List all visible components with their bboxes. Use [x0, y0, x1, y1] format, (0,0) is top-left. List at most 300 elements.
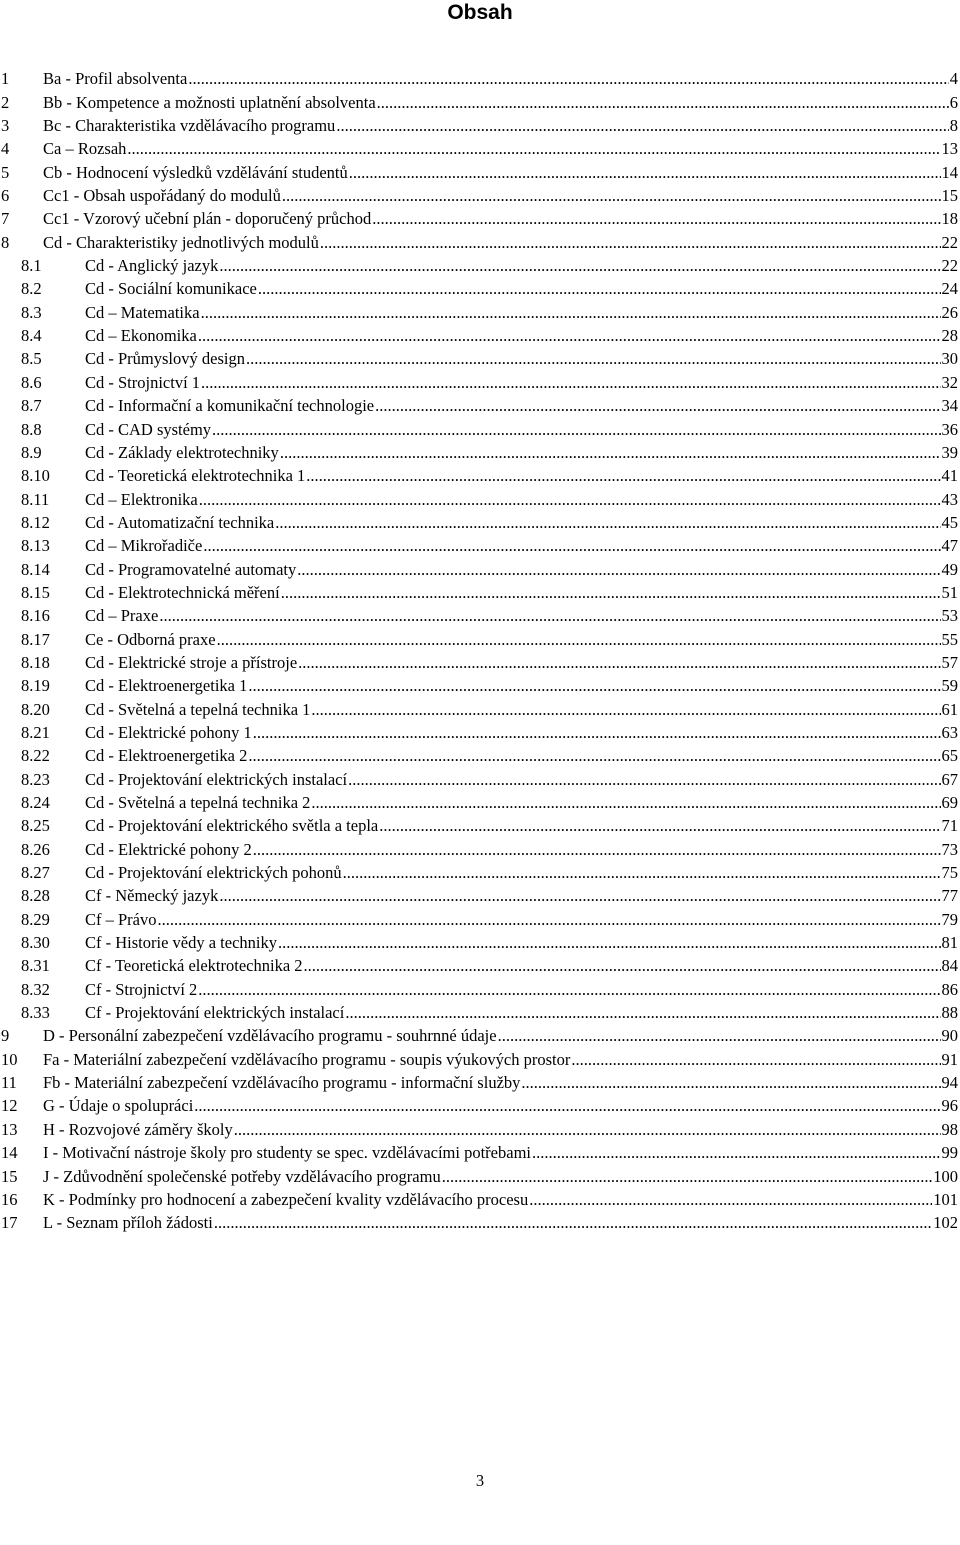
toc-entry[interactable]: [0, 579, 960, 602]
toc-entry-body[interactable]: [43, 209, 958, 228]
toc-entry-title[interactable]: Cd - Elektrické stroje a přístroje: [85, 652, 298, 672]
toc-entry-number: 8.30: [21, 933, 50, 953]
dot-leader: [198, 980, 940, 999]
toc-entry-body[interactable]: [85, 700, 958, 719]
toc-entry-title[interactable]: Cd - Teoretická elektrotechnika 1: [85, 466, 306, 486]
toc-entry-body[interactable]: [85, 723, 958, 742]
toc-entry-body[interactable]: [43, 116, 958, 135]
toc-entry-number: 8: [1, 232, 10, 252]
toc-entry-body[interactable]: [85, 1003, 958, 1022]
toc-entry-title[interactable]: Cd - Elektrotechnická měření: [85, 582, 280, 602]
toc-entry-number: 8.23: [21, 769, 50, 789]
toc-entry[interactable]: [0, 882, 960, 905]
toc-entry-title[interactable]: Cd - CAD systémy: [85, 419, 212, 439]
toc-entry-page[interactable]: 22: [941, 256, 958, 276]
dot-leader: [219, 886, 940, 905]
toc-entry-body[interactable]: [43, 1073, 958, 1092]
dot-leader: [280, 443, 941, 462]
toc-entry-page[interactable]: 77: [941, 886, 958, 906]
toc-entry-page[interactable]: 101: [933, 1189, 958, 1209]
dot-leader: [214, 1213, 932, 1232]
toc-entry-page[interactable]: 71: [941, 816, 958, 836]
toc-entry-title[interactable]: Cd – Matematika: [85, 302, 200, 322]
dot-leader: [298, 653, 940, 672]
toc-entry-page[interactable]: 91: [941, 1049, 958, 1069]
toc-entry-number: 8.10: [21, 466, 50, 486]
toc-entry[interactable]: [0, 182, 960, 205]
toc-entry-page[interactable]: 96: [941, 1096, 958, 1116]
dot-leader: [201, 373, 940, 392]
toc-entry-number: 14: [1, 1143, 18, 1163]
toc-entry-page[interactable]: 102: [933, 1213, 958, 1233]
toc-entry-number: 8.5: [21, 349, 42, 369]
toc-entry[interactable]: [0, 1186, 960, 1209]
toc-entry-body[interactable]: [85, 746, 958, 765]
toc-entry-body[interactable]: [85, 303, 958, 322]
toc-entry-page[interactable]: 45: [941, 512, 958, 532]
toc-entry-title[interactable]: Cf - Teoretická elektrotechnika 2: [85, 956, 303, 976]
toc-entry-number: 8.20: [21, 699, 50, 719]
toc-entry-body[interactable]: [85, 420, 958, 439]
toc-entry-number: 8.21: [21, 722, 50, 742]
toc-entry[interactable]: [0, 252, 960, 275]
toc-entry-number: 8.19: [21, 676, 50, 696]
toc-entry-title[interactable]: Cd - Anglický jazyk: [85, 256, 219, 276]
dot-leader: [348, 770, 940, 789]
dot-leader: [159, 606, 940, 625]
toc-entry-number: 8.7: [21, 396, 42, 416]
toc-entry-body[interactable]: [43, 186, 958, 205]
dot-leader: [336, 116, 948, 135]
toc-entry-title[interactable]: K - Podmínky pro hodnocení a zabezpečení kvality vzdělávacího procesu: [43, 1189, 529, 1209]
toc-entry[interactable]: [0, 695, 960, 718]
toc-entry-title[interactable]: H - Rozvojové záměry školy: [43, 1119, 233, 1139]
toc-entry-title[interactable]: Cd - Charakteristiky jednotlivých modulů: [43, 232, 319, 252]
toc-entry-title[interactable]: Bb - Kompetence a možnosti uplatnění absolventa: [43, 92, 376, 112]
toc-entry-title[interactable]: L - Seznam příloh žádosti: [43, 1213, 213, 1233]
toc-entry-body[interactable]: [43, 1190, 958, 1209]
toc-entry-body[interactable]: [43, 233, 958, 252]
toc-entry-page[interactable]: 55: [941, 629, 958, 649]
toc-entry-title[interactable]: Cd - Elektroenergetika 1: [85, 676, 248, 696]
toc-entry-title[interactable]: Cd - Elektrické pohony 1: [85, 722, 252, 742]
dot-leader: [158, 910, 941, 929]
toc-entry-page[interactable]: 61: [941, 699, 958, 719]
toc-entry-title[interactable]: D - Personální zabezpečení vzdělávacího programu - souhrnné údaje: [43, 1026, 497, 1046]
toc-entry-body[interactable]: [85, 863, 958, 882]
toc-entry[interactable]: [0, 532, 960, 555]
dot-leader: [275, 513, 940, 532]
toc-entry-number: 8.18: [21, 652, 50, 672]
toc-entry-number: 16: [1, 1189, 18, 1209]
toc-entry[interactable]: [0, 275, 960, 298]
toc-entry-number: 8.2: [21, 279, 42, 299]
toc-entry-page[interactable]: 8: [949, 116, 958, 136]
toc-entry-page[interactable]: 47: [941, 536, 958, 556]
toc-entry-body[interactable]: [85, 443, 958, 462]
toc-entry[interactable]: [0, 649, 960, 672]
dot-leader: [372, 209, 940, 228]
toc-entry-page[interactable]: 30: [941, 349, 958, 369]
toc-entry-number: 8.31: [21, 956, 50, 976]
toc-entry-body[interactable]: [43, 1213, 958, 1232]
toc-entry-number: 1: [1, 69, 10, 89]
toc-entry-page[interactable]: 43: [941, 489, 958, 509]
toc-entry[interactable]: [0, 719, 960, 742]
toc-entry-body[interactable]: [85, 793, 958, 812]
toc-entry-page[interactable]: 13: [941, 139, 958, 159]
toc-entry-number: 8.15: [21, 582, 50, 602]
dot-leader: [375, 396, 940, 415]
toc-entry-number: 8.33: [21, 1003, 50, 1023]
toc-entry-page[interactable]: 49: [941, 559, 958, 579]
dot-leader: [212, 420, 940, 439]
toc-entry-title[interactable]: Cd – Mikrořadiče: [85, 536, 203, 556]
toc-entry-body[interactable]: [43, 1120, 958, 1139]
toc-entry-number: 8.32: [21, 979, 50, 999]
toc-entry-body[interactable]: [85, 933, 958, 952]
toc-entry-title[interactable]: G - Údaje o spolupráci: [43, 1096, 194, 1116]
toc-entry-title[interactable]: Cd - Elektrické pohony 2: [85, 839, 252, 859]
toc-entry[interactable]: [0, 509, 960, 532]
toc-entry-page[interactable]: 81: [941, 933, 958, 953]
toc-entry-title[interactable]: Cd – Elektronika: [85, 489, 198, 509]
dot-leader: [248, 676, 940, 695]
toc-entry[interactable]: [0, 228, 960, 251]
toc-entry-number: 8.4: [21, 326, 42, 346]
toc-entry-body[interactable]: [85, 326, 958, 345]
dot-leader: [571, 1050, 940, 1069]
page-title: Obsah: [447, 1, 513, 24]
toc-entry-page[interactable]: 39: [941, 442, 958, 462]
toc-entry-number: 17: [1, 1213, 18, 1233]
toc-entry-title[interactable]: Cd - Projektování elektrických pohonů: [85, 863, 342, 883]
toc-entry-page[interactable]: 15: [941, 186, 958, 206]
toc-entry-page[interactable]: 84: [941, 956, 958, 976]
toc-entry-page[interactable]: 100: [933, 1166, 958, 1186]
dot-leader: [248, 746, 940, 765]
toc-entry[interactable]: [0, 835, 960, 858]
toc-entry-body[interactable]: [85, 980, 958, 999]
dot-leader: [199, 490, 941, 509]
toc-entry-body[interactable]: [43, 1096, 958, 1115]
toc-entry-title[interactable]: Cd – Praxe: [85, 606, 159, 626]
toc-entry-title[interactable]: Cd - Sociální komunikace: [85, 279, 257, 299]
toc-entry-number: 12: [1, 1096, 18, 1116]
toc-entry[interactable]: [0, 975, 960, 998]
toc-entry-number: 8.16: [21, 606, 50, 626]
toc-entry-body[interactable]: [85, 490, 958, 509]
toc-entry-body[interactable]: [85, 560, 958, 579]
toc-entry-page[interactable]: 14: [941, 162, 958, 182]
toc-entry-body[interactable]: [85, 816, 958, 835]
toc-entry[interactable]: [0, 602, 960, 625]
dot-leader: [311, 700, 940, 719]
dot-leader: [253, 723, 941, 742]
dot-leader: [306, 466, 940, 485]
toc-entry-title[interactable]: Cd - Elektroenergetika 2: [85, 746, 248, 766]
toc-entry-number: 8.29: [21, 909, 50, 929]
toc-entry-number: 15: [1, 1166, 18, 1186]
dot-leader: [194, 1096, 940, 1115]
toc-entry-number: 11: [1, 1073, 17, 1093]
toc-entry-body[interactable]: [85, 583, 958, 602]
toc-entry[interactable]: [0, 485, 960, 508]
dot-leader: [217, 630, 941, 649]
toc-entry-number: 4: [1, 139, 10, 159]
toc-entry-title[interactable]: Cf – Právo: [85, 909, 157, 929]
toc-entry-body[interactable]: [43, 93, 958, 112]
toc-entry[interactable]: [0, 1092, 960, 1115]
toc-entry[interactable]: [0, 1069, 960, 1092]
dot-leader: [311, 793, 940, 812]
toc-entry-page[interactable]: 86: [941, 979, 958, 999]
toc-entry-body[interactable]: [85, 630, 958, 649]
toc-entry-number: 8.28: [21, 886, 50, 906]
toc-entry-page[interactable]: 79: [941, 909, 958, 929]
toc-entry-body[interactable]: [43, 1026, 958, 1045]
toc-entry-page[interactable]: 41: [941, 466, 958, 486]
toc-entry[interactable]: [0, 1139, 960, 1162]
toc-entry-body[interactable]: [43, 163, 958, 182]
toc-entry-body[interactable]: [85, 886, 958, 905]
toc-entry-number: 8.22: [21, 746, 50, 766]
toc-entry-body[interactable]: [43, 1143, 958, 1162]
dot-leader: [532, 1143, 941, 1162]
toc-entry-number: 8.1: [21, 256, 42, 276]
toc-entry-title[interactable]: Cd - Programovatelné automaty: [85, 559, 297, 579]
dot-leader: [127, 139, 940, 158]
toc-entry-page[interactable]: 53: [941, 606, 958, 626]
toc-entry-title[interactable]: J - Zdůvodnění společenské potřeby vzdělávacího programu: [43, 1166, 441, 1186]
toc-entry-number: 8.9: [21, 442, 42, 462]
toc-entry[interactable]: [0, 929, 960, 952]
dot-leader: [521, 1073, 940, 1092]
toc-entry-body[interactable]: [85, 396, 958, 415]
toc-entry[interactable]: [0, 1209, 960, 1232]
toc-entry[interactable]: [0, 1045, 960, 1068]
toc-entry-number: 9: [1, 1026, 10, 1046]
dot-leader: [297, 560, 940, 579]
dot-leader: [201, 303, 941, 322]
toc-entry-page[interactable]: 63: [941, 722, 958, 742]
toc-entry-number: 8.12: [21, 512, 50, 532]
toc-entry-page[interactable]: 32: [941, 372, 958, 392]
toc-entry-title[interactable]: Cd - Automatizační technika: [85, 512, 275, 532]
toc-entry[interactable]: [0, 859, 960, 882]
dot-leader: [198, 326, 941, 345]
toc-entry[interactable]: [0, 392, 960, 415]
toc-entry-title[interactable]: Cd - Světelná a tepelná technika 1: [85, 699, 311, 719]
dot-leader: [304, 956, 941, 975]
toc-entry-title[interactable]: Bc - Charakteristika vzdělávacího programu: [43, 116, 336, 136]
toc-entry-number: 8.25: [21, 816, 50, 836]
toc-entry-page[interactable]: 88: [941, 1003, 958, 1023]
toc-entry-page[interactable]: 26: [941, 302, 958, 322]
dot-leader: [234, 1120, 941, 1139]
dot-leader: [282, 186, 941, 205]
toc-entry-body[interactable]: [85, 653, 958, 672]
toc-entry-title[interactable]: Cd - Základy elektrotechniky: [85, 442, 279, 462]
toc-entry-page[interactable]: 59: [941, 676, 958, 696]
toc-entry-body[interactable]: [43, 69, 958, 88]
toc-entry-title[interactable]: Cf - Historie vědy a techniky: [85, 933, 277, 953]
toc-entry[interactable]: [0, 205, 960, 228]
toc-entry-number: 8.8: [21, 419, 42, 439]
toc-entry[interactable]: [0, 322, 960, 345]
toc-entry-page[interactable]: 18: [941, 209, 958, 229]
toc-entry-title[interactable]: Cf - Německý jazyk: [85, 886, 219, 906]
dot-leader: [345, 1003, 940, 1022]
toc-entry-title[interactable]: Cd – Ekonomika: [85, 326, 197, 346]
dot-leader: [442, 1167, 933, 1186]
toc-entry[interactable]: [0, 952, 960, 975]
toc-entry-page[interactable]: 73: [941, 839, 958, 859]
toc-entry-number: 3: [1, 116, 10, 136]
toc-entry-title[interactable]: Fb - Materiální zabezpečení vzdělávacího programu - informační služby: [43, 1073, 521, 1093]
toc-entry-page[interactable]: 6: [949, 92, 958, 112]
toc-entry-number: 8.13: [21, 536, 50, 556]
toc-entry-page[interactable]: 28: [941, 326, 958, 346]
toc-entry-title[interactable]: Cd - Strojnictví 1: [85, 372, 201, 392]
toc-entry-body[interactable]: [43, 1050, 958, 1069]
toc-entry-title[interactable]: Cc1 - Obsah uspořádaný do modulů: [43, 186, 281, 206]
toc-entry[interactable]: [0, 135, 960, 158]
toc-entry[interactable]: [0, 462, 960, 485]
dot-leader: [281, 583, 941, 602]
toc-entry-body[interactable]: [85, 676, 958, 695]
toc-entry-number: 8.6: [21, 372, 42, 392]
dot-leader: [320, 233, 941, 252]
dot-leader: [498, 1026, 941, 1045]
toc-entry-page[interactable]: 22: [941, 232, 958, 252]
toc-entry[interactable]: [0, 1115, 960, 1138]
toc-entry[interactable]: [0, 765, 960, 788]
dot-leader: [529, 1190, 932, 1209]
dot-leader: [349, 163, 941, 182]
dot-leader: [343, 863, 941, 882]
toc-entry[interactable]: [0, 65, 960, 88]
toc-entry-number: 8.11: [21, 489, 50, 509]
toc-entry-number: 5: [1, 162, 10, 182]
toc-entry-title[interactable]: Ce - Odborná praxe: [85, 629, 216, 649]
toc-entry-title[interactable]: Ca – Rozsah: [43, 139, 127, 159]
toc-entry-page[interactable]: 98: [941, 1119, 958, 1139]
toc-entry[interactable]: [0, 999, 960, 1022]
page-number: 3: [475, 1471, 485, 1490]
toc-entry-number: 2: [1, 92, 10, 112]
toc-entry[interactable]: [0, 1162, 960, 1185]
toc-entry-body[interactable]: [85, 606, 958, 625]
toc-entry[interactable]: [0, 1022, 960, 1045]
toc-entry-body[interactable]: [43, 139, 958, 158]
toc-entry-title[interactable]: Cd - Informační a komunikační technologie: [85, 396, 375, 416]
toc-entry-number: 8.26: [21, 839, 50, 859]
toc-entry-title[interactable]: Cb - Hodnocení výsledků vzdělávání studentů: [43, 162, 348, 182]
toc-entry-number: 8.3: [21, 302, 42, 322]
toc-entry[interactable]: [0, 112, 960, 135]
toc-entry-page[interactable]: 99: [941, 1143, 958, 1163]
toc-entry-body[interactable]: [85, 373, 958, 392]
toc-entry-page[interactable]: 67: [941, 769, 958, 789]
toc-entry-number: 8.17: [21, 629, 50, 649]
toc-entry-page[interactable]: 75: [941, 863, 958, 883]
toc-entry-body[interactable]: [85, 349, 958, 368]
dot-leader: [203, 536, 940, 555]
toc-entry-number: 6: [1, 186, 10, 206]
toc-entry-number: 7: [1, 209, 10, 229]
toc-entry-page[interactable]: 24: [941, 279, 958, 299]
toc-entry-title[interactable]: Cd - Průmyslový design: [85, 349, 245, 369]
toc-entry-page[interactable]: 36: [941, 419, 958, 439]
toc-entry[interactable]: [0, 672, 960, 695]
toc-entry-body[interactable]: [85, 513, 958, 532]
toc-entry-body[interactable]: [43, 1167, 958, 1186]
toc-entry-number: 13: [1, 1119, 18, 1139]
toc-entry-page[interactable]: 65: [941, 746, 958, 766]
toc-entry-body[interactable]: [85, 466, 958, 485]
toc-entry-number: 8.14: [21, 559, 50, 579]
toc-entry[interactable]: [0, 158, 960, 181]
toc-entry-number: 8.24: [21, 793, 50, 812]
toc-entry[interactable]: [0, 345, 960, 368]
toc-entry-title[interactable]: I - Motivační nástroje školy pro studenty se spec. vzdělávacími potřebami: [43, 1143, 531, 1163]
dot-leader: [379, 816, 940, 835]
toc-entry-page[interactable]: 57: [941, 652, 958, 672]
toc-entry-body[interactable]: [85, 910, 958, 929]
toc-entry-title[interactable]: Ba - Profil absolventa: [43, 69, 188, 89]
dot-leader: [253, 840, 941, 859]
toc-entry-page[interactable]: 94: [941, 1073, 958, 1093]
toc-entry-page[interactable]: 69: [941, 793, 958, 812]
toc-entry[interactable]: [0, 555, 960, 578]
toc-entry-page[interactable]: 90: [941, 1026, 958, 1046]
toc-entry-page[interactable]: 51: [941, 582, 958, 602]
toc-entry-body[interactable]: [85, 956, 958, 975]
dot-leader: [188, 69, 948, 88]
toc-entry-body[interactable]: [85, 770, 958, 789]
toc-entry[interactable]: [0, 88, 960, 111]
toc-entry[interactable]: [0, 905, 960, 928]
dot-leader: [246, 349, 941, 368]
toc-entry[interactable]: [0, 439, 960, 462]
dot-leader: [219, 256, 940, 275]
toc-entry[interactable]: [0, 625, 960, 648]
dot-leader: [278, 933, 941, 952]
toc-entry-body[interactable]: [85, 840, 958, 859]
toc-entry-title[interactable]: Cc1 - Vzorový učební plán - doporučený průchod: [43, 209, 372, 229]
dot-leader: [258, 279, 941, 298]
toc-entry-page[interactable]: 34: [941, 396, 958, 416]
toc-entry-title[interactable]: Fa - Materiální zabezpečení vzdělávacího programu - soupis výukových prostor: [43, 1049, 571, 1069]
toc-entry[interactable]: [0, 812, 960, 835]
toc-entry[interactable]: [0, 368, 960, 391]
toc-entry-body[interactable]: [85, 256, 958, 275]
toc-entry[interactable]: [0, 789, 960, 812]
toc-entry[interactable]: [0, 742, 960, 765]
toc-entry-page[interactable]: 4: [949, 69, 958, 89]
toc-entry-title[interactable]: Cd - Projektování elektrického světla a tepla: [85, 816, 379, 836]
toc-entry-body[interactable]: [85, 279, 958, 298]
toc-entry[interactable]: [0, 415, 960, 438]
toc-entry-title[interactable]: Cf - Projektování elektrických instalací: [85, 1003, 345, 1023]
toc-entry[interactable]: [0, 298, 960, 321]
toc-entry-title[interactable]: Cf - Strojnictví 2: [85, 979, 198, 999]
toc-entry-body[interactable]: [85, 536, 958, 555]
toc-entry-title[interactable]: Cd - Projektování elektrických instalací: [85, 769, 348, 789]
toc-entry-title[interactable]: Cd - Světelná a tepelná technika 2: [85, 793, 311, 812]
toc-entry-number: 8.27: [21, 863, 50, 883]
